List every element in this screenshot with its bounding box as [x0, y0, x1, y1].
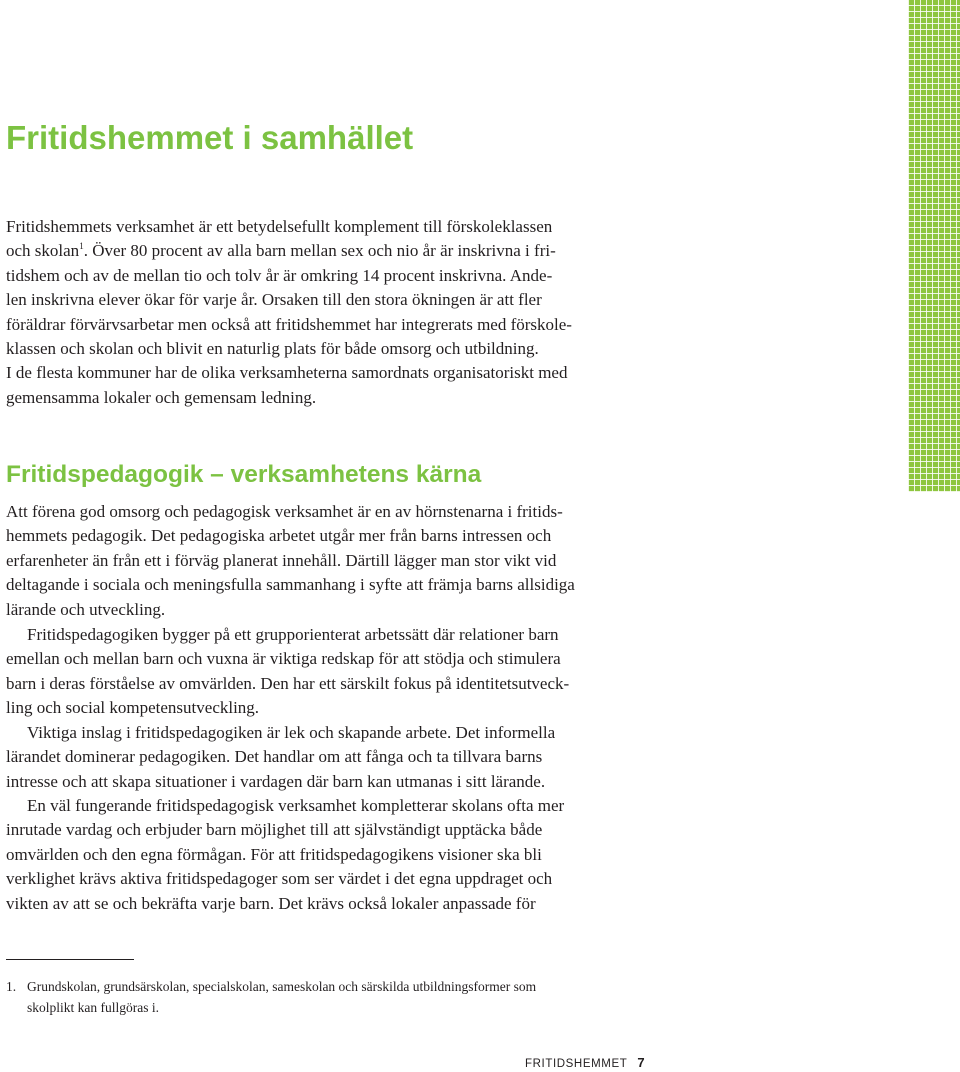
footnote-text: Grundskolan, grundsärskolan, specialskolan, sameskolan och särskilda utbildningsformer som: [27, 979, 537, 994]
text-line: Fritidspedagogiken bygger på ett grupporienterat arbetssätt där relationer barn: [27, 625, 559, 644]
footnote-marker: 1: [79, 241, 84, 252]
paragraph-lek: [6, 721, 555, 794]
paragraph-verksamhet: [6, 794, 564, 916]
text-line: deltagande i sociala och meningsfulla sammanhang i syfte att främja barns allsidiga: [6, 575, 575, 595]
text-line: barn i deras förståelse av omvärlden. Den har ett särskilt fokus på identitetsutveck-: [6, 673, 570, 693]
text-line: erfarenheter än från ett i förväg planerat innehåll. Därtill lägger man stor vikt vid: [6, 550, 557, 570]
text-line: tidshem och av de mellan tio och tolv år är omkring 14 procent inskrivna. Ande-: [6, 265, 553, 285]
text-line: klassen och skolan och blivit en naturlig plats för både omsorg och utbildning.: [6, 339, 539, 359]
text-line: vikten av att se och bekräfta varje barn. Det krävs också lokaler anpassade för: [6, 893, 536, 913]
text-line: omvärlden och den egna förmågan. För att fritidspedagogikens visioner ska bli: [6, 844, 542, 864]
text-line: inrutade vardag och erbjuder barn möjlighet till att självständigt upptäcka både: [6, 820, 543, 840]
footnote: [6, 976, 536, 1018]
footnote-line: skolplikt kan fullgöras i.: [27, 1000, 159, 1015]
decorative-grid-strip: [908, 0, 960, 492]
section-heading-fritidshemmet: Fritidshemmet i samhället: [6, 119, 414, 156]
text-line: intresse och att skapa situationer i vardagen där barn kan utmanas i sitt lärande.: [6, 771, 546, 791]
section-heading-fritidspedagogik: Fritidspedagogik – verksamhetens kärna: [6, 461, 482, 488]
text-line: Viktiga inslag i fritidspedagogiken är lek och skapande arbete. Det informella: [27, 723, 556, 742]
text-line: Fritidshemmets verksamhet är ett betydelsefullt komplement till förskoleklassen: [6, 217, 553, 236]
text-line: ling och social kompetensutveckling.: [6, 698, 260, 718]
text-line: Att förena god omsorg och pedagogisk verksamhet är en av hörnstenarna i fritids-: [6, 502, 563, 521]
text-line: len inskrivna elever ökar för varje år. Orsaken till den stora ökningen är att fler: [6, 290, 542, 310]
intro-paragraph: [6, 215, 572, 410]
text-fragment: . Över 80 procent av alla barn mellan sex och nio år är inskrivna i fri-: [83, 241, 556, 261]
page-footer: [525, 1055, 645, 1072]
text-line: [6, 239, 572, 263]
text-line: emellan och mellan barn och vuxna är viktiga redskap för att stödja och stimulera: [6, 649, 561, 669]
text-line: En väl fungerande fritidspedagogisk verksamhet kompletterar skolans ofta mer: [27, 796, 565, 815]
text-line: gemensamma lokaler och gemensam ledning.: [6, 387, 317, 407]
text-line: lärandet dominerar pedagogiken. Det handlar om att fånga och ta tillvara barns: [6, 747, 543, 767]
text-line: I de flesta kommuner har de olika verksamheterna samordnats organisatoriskt med: [6, 363, 568, 383]
paragraph-omsorg: [6, 500, 575, 622]
paragraph-grupporienterat: [6, 623, 569, 721]
running-footer-label: FRITIDSHEMMET: [525, 1058, 628, 1070]
text-line: hemmets pedagogik. Det pedagogiska arbetet utgår mer från barns intressen och: [6, 526, 552, 546]
footnote-line: [6, 976, 536, 997]
text-fragment: och skolan: [6, 241, 80, 261]
footnote-divider: [6, 959, 134, 960]
text-line: verklighet krävs aktiva fritidspedagoger som ser värdet i det egna uppdraget och: [6, 869, 553, 889]
text-line: lärande och utveckling.: [6, 599, 166, 619]
footnote-number: 1.: [6, 979, 17, 994]
page-number: 7: [637, 1055, 645, 1070]
text-line: föräldrar förvärvsarbetar men också att fritidshemmet har integrerats med förskole-: [6, 314, 572, 334]
